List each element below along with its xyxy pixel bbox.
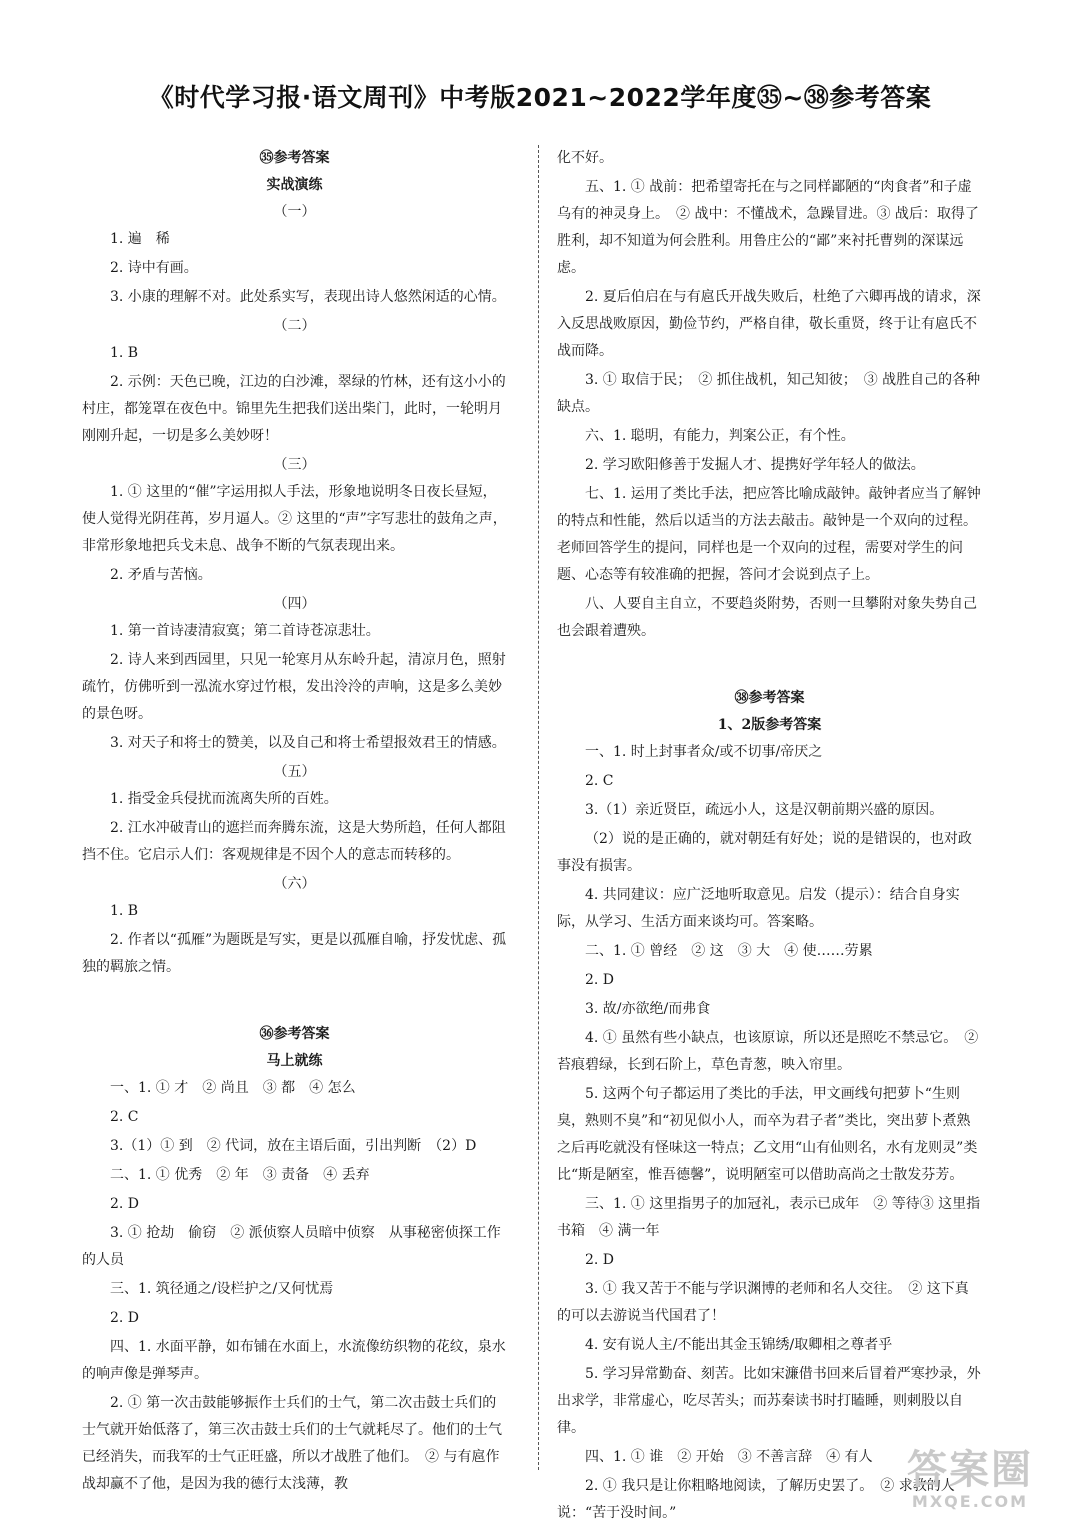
answer-item: 2. C [110, 1109, 139, 1125]
group-4-heading: （四） [273, 596, 316, 612]
answer-item: 三、1. ① 这里指男子的加冠礼，表示已成年 ② 等待③ 这里指书箱 ④ 满一年 [557, 1196, 981, 1239]
answer-item: （2）说的是正确的，就对朝廷有好处；说的是错误的，也对政事没有损害。 [557, 831, 972, 874]
answer-item: 2. D [585, 972, 615, 988]
answer-item: 2. 诗人来到西园里，只见一轮寒月从东岭升起，清凉月色，照射疏竹，仿佛听到一泓流水穿过竹根，发出泠泠的声响，这是多么美妙的景色呀。 [82, 652, 506, 722]
answer-item: 5. 学习异常勤奋、刻苦。比如宋濂借书回来后冒着严寒抄录，外出求学，非常虚心，吃尽苦头；而苏秦读书时打瞌睡，则刺股以自律。 [557, 1366, 981, 1436]
answer-item: 2. 示例：天色已晚，江边的白沙滩，翠绿的竹林，还有这小小的村庄，都笼罩在夜色中。锦里先生把我们送出柴门，此时，一轮明月刚刚升起，一切是多么美妙呀！ [82, 374, 506, 444]
answer-item: 一、1. ① 才 ② 尚且 ③ 都 ④ 怎么 [110, 1080, 356, 1096]
section-36-subheading: 马上就练 [266, 1053, 323, 1069]
answer-item: 八、人要自主自立，不要趋炎附势，否则一旦攀附对象失势自己也会跟着遭殃。 [557, 596, 977, 639]
answer-item: 2. D [110, 1310, 140, 1326]
answer-item: 四、1. ① 谁 ② 开始 ③ 不善言辞 ④ 有人 [585, 1449, 873, 1465]
answer-item: 化不好。 [557, 150, 613, 166]
group-6-heading: （六） [273, 876, 316, 892]
answer-item: 2. 作者以“孤雁”为题既是写实，更是以孤雁自喻，抒发忧虑、孤独的羁旅之情。 [82, 932, 507, 975]
section-38-heading: ㊳参考答案 [734, 690, 805, 706]
answer-item: 1. B [110, 903, 139, 919]
group-1-heading: （一） [273, 204, 316, 220]
answer-item: 三、1. 筑径通之/设栏护之/又何忧焉 [110, 1281, 334, 1297]
answer-item: 4. 共同建议：应广泛地听取意见。启发（提示）：结合自身实际，从学习、生活方面来谈均可。答案略。 [557, 887, 960, 930]
section-35-heading: ㉟参考答案 [259, 150, 330, 166]
group-3-heading: （三） [273, 457, 316, 473]
section-38-subheading: 1、2版参考答案 [717, 717, 822, 733]
answer-item: 1. B [110, 345, 139, 361]
answer-item: 3. 小康的理解不对。此处系实写，表现出诗人悠然闲适的心情。 [110, 289, 506, 305]
answer-item: 2. ① 我只是让你粗略地阅读，了解历史罢了。 ② 求教的人说：“苦于没时间。” [557, 1478, 955, 1521]
left-column [82, 145, 507, 1500]
answer-item: 3. ① 取信于民； ② 抓住战机，知己知彼； ③ 战胜自己的各种缺点。 [557, 372, 981, 415]
answer-item: 3.（1）亲近贤臣，疏远小人，这是汉朝前期兴盛的原因。 [585, 802, 944, 818]
answer-item: 3. ① 我又苦于不能与学识渊博的老师和名人交往。 ② 这下真的可以去游说当代国君了！ [557, 1281, 969, 1324]
answer-item: 3.（1）① 到 ② 代词，放在主语后面，引出判断 （2）D [110, 1138, 477, 1154]
answer-item: 一、1. 时上封事者众/或不切事/帝厌之 [585, 744, 823, 760]
answer-item: 二、1. ① 优秀 ② 年 ③ 责备 ④ 丢弃 [110, 1167, 370, 1183]
answer-item: 2. D [110, 1196, 140, 1212]
answer-item: 五、1. ① 战前：把希望寄托在与之同样鄙陋的“肉食者”和子虚乌有的神灵身上。 ② 战中：不懂战术，急躁冒进。③ 战后：取得了胜利，却不知道为何会胜利。用鲁庄公的“鄙”来衬托曹刿的深谋远虑。 [557, 179, 979, 276]
answer-item: 六、1. 聪明，有能力，判案公正，有个性。 [585, 428, 855, 444]
group-2-heading: （二） [273, 318, 316, 334]
answer-item: 2. 江水冲破青山的遮拦而奔腾东流，这是大势所趋，任何人都阻挡不住。它启示人们：客观规律是不因个人的意志而转移的。 [82, 820, 506, 863]
answer-item: 1. 第一首诗凄清寂寞；第二首诗苍凉悲壮。 [110, 623, 380, 639]
answer-item: 2. 夏后伯启在与有扈氏开战失败后，杜绝了六卿再战的请求，深入反思战败原因，勤俭节约，严格自律，敬长重贤，终于让有扈氏不战而降。 [557, 289, 981, 359]
answer-item: 2. ① 第一次击鼓能够振作士兵们的士气，第二次击鼓士兵们的士气就开始低落了，第三次击鼓士兵们的士气就耗尽了。他们的士气已经消失，而我军的士气正旺盛，所以才战胜了他们。 ② 与有扈作战却赢不了他，是因为我的德行太浅薄，教 [82, 1395, 502, 1492]
answer-item: 4. ① 虽然有些小缺点，也该原谅，所以还是照吃不禁忌它。 ② 苔痕碧绿，长到石阶上，草色青葱，映入帘里。 [557, 1030, 979, 1073]
answer-item: 2. 诗中有画。 [110, 260, 198, 276]
answer-item: 5. 这两个句子都运用了类比的手法，甲文画线句把萝卜“生则臭，熟则不臭”和“初见似小人，而卒为君子者”类比，突出萝卜煮熟之后再吃就没有怪味这一特点；乙文用“山有仙则名，水有龙则灵”类比“斯是陋室，惟吾德馨”，说明陋室可以借助高尚之士散发芬芳。 [557, 1086, 978, 1183]
answer-item: 4. 安有说人主/不能出其金玉锦绣/取卿相之尊者乎 [585, 1337, 893, 1353]
answer-item: 3. 对天子和将士的赞美，以及自己和将士希望报效君王的情感。 [110, 735, 506, 751]
watermark-url: MXQE.COM [911, 1492, 1029, 1511]
answer-item: 2. C [585, 773, 614, 789]
answer-item: 1. ① 这里的“催”字运用拟人手法，形象地说明冬日夜长昼短，使人觉得光阴荏苒，岁月逼人。② 这里的“声”字写悲壮的鼓角之声，非常形象地把兵戈未息、战争不断的气氛表现出来。 [82, 484, 507, 554]
answer-item: 四、1. 水面平静，如布铺在水面上，水流像纺织物的花纹，泉水的响声像是弹琴声。 [82, 1339, 506, 1382]
answer-item: 2. 矛盾与苦恼。 [110, 567, 212, 583]
answer-item: 1. 指受金兵侵扰而流离失所的百姓。 [110, 791, 338, 807]
group-5-heading: （五） [273, 764, 316, 780]
answer-item: 2. D [585, 1252, 615, 1268]
section-36-heading: ㊱参考答案 [259, 1026, 330, 1042]
answer-item: 1. 遍 稀 [110, 231, 170, 247]
right-column [557, 145, 982, 1529]
answer-item: 七、1. 运用了类比手法，把应答比喻成敲钟。敲钟者应当了解钟的特点和性能，然后以适当的方法去敲击。敲钟是一个双向的过程。老师回答学生的提问，同样也是一个双向的过程，需要对学生的问题、心态等有较准确的把握，答问才会说到点子上。 [557, 486, 981, 583]
answer-item: 二、1. ① 曾经 ② 这 ③ 大 ④ 使……劳累 [585, 943, 873, 959]
answer-item: 2. 学习欧阳修善于发掘人才、提携好学年轻人的做法。 [585, 457, 925, 473]
answer-item: 3. ① 抢劫 偷窃 ② 派侦察人员暗中侦察 从事秘密侦探工作的人员 [82, 1225, 501, 1268]
answer-item: 3. 故/亦欲绝/而弗食 [585, 1001, 711, 1017]
watermark-text: 答案圈 [907, 1447, 1033, 1493]
page-title: 《时代学习报·语文周刊》中考版2021~2022学年度㉟~㊳参考答案 [148, 83, 932, 112]
section-35-subheading: 实战演练 [266, 177, 323, 193]
column-divider [538, 145, 539, 1470]
